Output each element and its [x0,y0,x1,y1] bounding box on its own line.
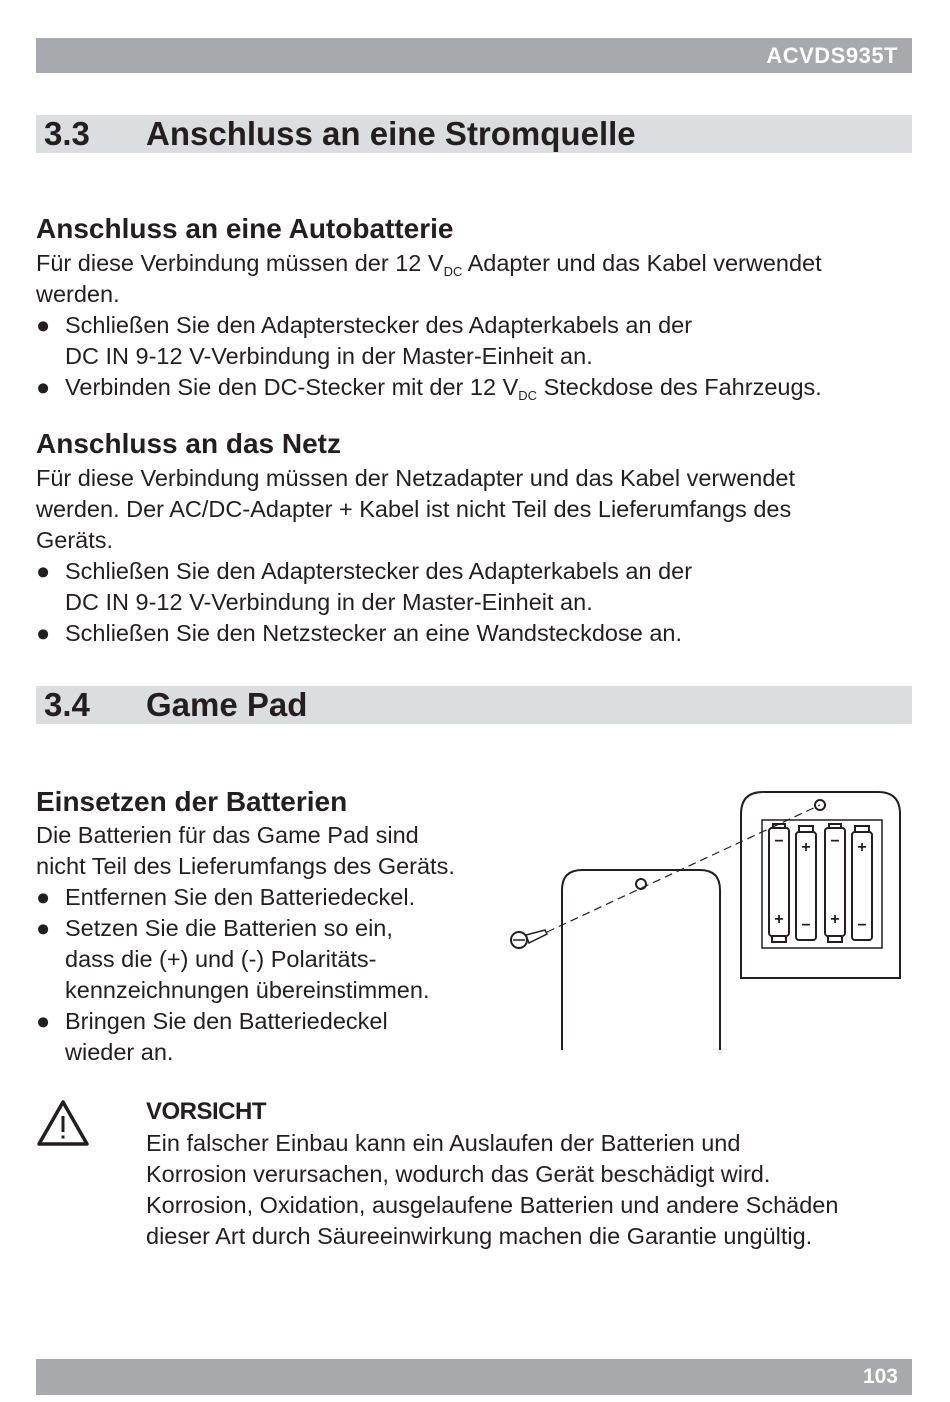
subheading-mains: Anschluss an das Netz [36,428,341,459]
list-item [36,618,682,649]
text-fragment: Ein falscher Einbau kann ein Auslaufen der Batterien und [146,1130,741,1156]
polarity-minus-label: − [857,917,867,934]
polarity-plus-label: + [774,911,784,928]
polarity-plus-label: + [801,839,811,856]
bullet-icon: ● [36,1008,51,1034]
polarity-plus-label: + [830,911,840,928]
text-fragment: wieder an. [65,1039,174,1065]
text-fragment: Schließen Sie den Adapterstecker des Adapterkabels an der [65,558,693,584]
bullet-icon: ● [36,915,51,941]
footer-bar [36,1359,912,1395]
subheading-batteries: Einsetzen der Batterien [36,786,348,817]
paragraph-mains-intro [36,463,795,556]
list-item [36,1006,388,1068]
text-fragment: werden. Der AC/DC-Adapter + Kabel ist nicht Teil des Lieferumfangs des [36,496,792,522]
text-fragment: Verbinden Sie den DC-Stecker mit der 12 V [65,374,519,400]
text-fragment: Korrosion, Oxidation, ausgelaufene Batterien und andere Schäden [146,1192,839,1218]
text-fragment: Geräts. [36,527,114,553]
text-fragment: Schließen Sie den Adapterstecker des Adapterkabels an der [65,312,693,338]
text-fragment: Adapter und das Kabel verwendet [462,250,822,276]
bullet-icon: ● [36,884,51,910]
bullet-icon: ● [36,558,51,584]
subscript-dc: DC [518,388,538,403]
text-fragment: Setzen Sie die Batterien so ein, [65,915,393,941]
warning-title: VORSICHT [146,1098,267,1125]
text-fragment: Korrosion verursachen, wodurch das Gerät beschädigt wird. [146,1161,771,1187]
text-fragment: Für diese Verbindung müssen der 12 V [36,250,444,276]
polarity-plus-label: + [857,839,867,856]
section-header-3-4 [36,686,912,724]
bullet-icon: ● [36,374,51,400]
section-header-3-3 [36,115,912,153]
polarity-minus-label: − [774,833,784,850]
list-item [36,882,415,913]
paragraph-car-intro [36,248,822,310]
list-item [36,372,822,403]
text-fragment: Bringen Sie den Batteriedeckel [65,1008,388,1034]
model-number: ACVDS935T [766,43,898,68]
subscript-dc: DC [443,264,463,279]
text-fragment: werden. [36,281,120,307]
subheading-car-battery: Anschluss an eine Autobatterie [36,213,454,244]
text-fragment: Entfernen Sie den Batteriedeckel. [65,884,416,910]
list-item [36,310,692,372]
cover-screw-hole [636,879,646,889]
polarity-minus-label: − [801,917,811,934]
section-title: Game Pad [146,686,308,723]
list-item [36,556,692,618]
section-number: 3.3 [44,115,90,152]
warning-text [146,1128,916,1252]
text-fragment: Für diese Verbindung müssen der Netzadapter und das Kabel verwendet [36,465,795,491]
text-fragment: nicht Teil des Lieferumfangs des Geräts. [36,853,455,879]
list-item [36,913,429,1006]
warning-triangle-icon [36,1098,90,1148]
section-number: 3.4 [44,686,90,723]
bullet-icon: ● [36,620,51,646]
text-fragment: dass die (+) und (-) Polaritäts- [65,946,377,972]
text-fragment: kennzeichnungen übereinstimmen. [65,977,430,1003]
text-fragment: DC IN 9-12 V-Verbindung in der Master-Einheit an. [65,343,593,369]
section-title: Anschluss an eine Stromquelle [146,115,636,152]
page-number: 103 [862,1365,898,1388]
polarity-minus-label: − [830,833,840,850]
header-bar [36,38,912,73]
battery-cover-outline [562,870,720,1050]
text-fragment: dieser Art durch Säureeinwirkung machen die Garantie ungültig. [146,1223,813,1249]
battery-installation-illustration [495,780,910,1060]
bullet-icon: ● [36,312,51,338]
text-fragment: DC IN 9-12 V-Verbindung in der Master-Einheit an. [65,589,593,615]
text-fragment: Schließen Sie den Netzstecker an eine Wandsteckdose an. [65,620,683,646]
paragraph-batteries-intro [36,820,455,882]
text-fragment: Die Batterien für das Game Pad sind [36,822,419,848]
text-fragment: Steckdose des Fahrzeugs. [537,374,822,400]
screw-icon [511,930,547,948]
